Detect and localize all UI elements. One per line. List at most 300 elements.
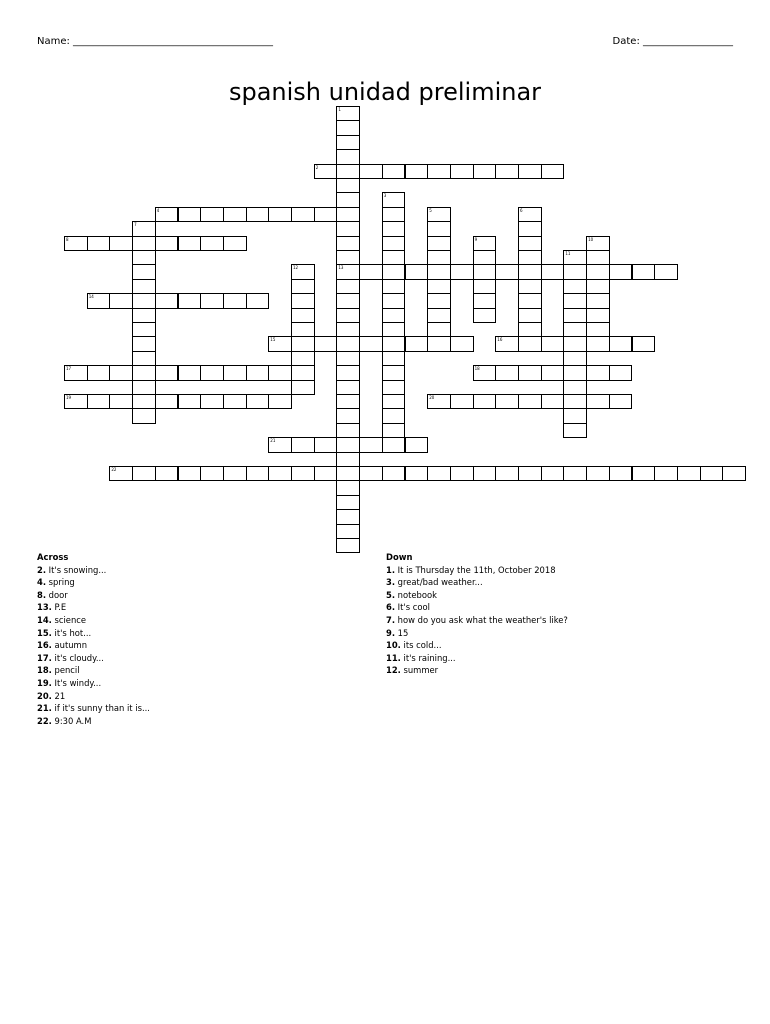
- date-field[interactable]: Date: __________________: [612, 36, 733, 47]
- grid-cell[interactable]: [291, 322, 315, 337]
- grid-cell[interactable]: [64, 394, 88, 409]
- grid-cell[interactable]: [586, 466, 610, 481]
- grid-cell[interactable]: [291, 293, 315, 308]
- grid-cell[interactable]: [382, 408, 406, 423]
- grid-cell[interactable]: [382, 293, 406, 308]
- grid-cell[interactable]: [268, 466, 292, 481]
- clue-number-label: 10.: [386, 640, 401, 651]
- grid-cell[interactable]: [609, 264, 633, 279]
- grid-cell[interactable]: [246, 365, 270, 380]
- grid-cell[interactable]: [450, 164, 474, 179]
- grid-cell[interactable]: [336, 192, 360, 207]
- grid-cell[interactable]: [336, 408, 360, 423]
- grid-cell[interactable]: [563, 264, 587, 279]
- grid-cell[interactable]: [382, 236, 406, 251]
- across-clue: [37, 601, 150, 614]
- grid-cell[interactable]: [473, 164, 497, 179]
- grid-cell[interactable]: [336, 437, 360, 452]
- grid-cell[interactable]: [155, 365, 179, 380]
- grid-cell[interactable]: [223, 236, 247, 251]
- grid-cell[interactable]: [200, 466, 224, 481]
- grid-cell[interactable]: [336, 106, 360, 121]
- grid-cell[interactable]: [291, 264, 315, 279]
- clue-number: 19: [66, 395, 72, 400]
- grid-cell[interactable]: [495, 365, 519, 380]
- grid-cell[interactable]: [132, 380, 156, 395]
- down-clue: [386, 601, 568, 614]
- clue-number-label: 1.: [386, 564, 396, 575]
- grid-cell[interactable]: [495, 466, 519, 481]
- grid-cell[interactable]: [563, 351, 587, 366]
- grid-cell[interactable]: [609, 466, 633, 481]
- grid-cell[interactable]: [405, 437, 429, 452]
- grid-cell[interactable]: [473, 394, 497, 409]
- clue-number-label: 19.: [37, 677, 52, 688]
- clue-text: science: [51, 614, 87, 625]
- grid-cell[interactable]: [336, 308, 360, 323]
- grid-cell[interactable]: [268, 394, 292, 409]
- grid-cell[interactable]: [473, 308, 497, 323]
- grid-cell[interactable]: [109, 236, 133, 251]
- grid-cell[interactable]: [427, 336, 451, 351]
- grid-cell[interactable]: [291, 336, 315, 351]
- clue-number-label: 16.: [37, 640, 52, 651]
- grid-cell[interactable]: [541, 365, 565, 380]
- grid-cell[interactable]: [336, 322, 360, 337]
- clue-number: 21: [270, 438, 276, 444]
- grid-cell[interactable]: [405, 164, 429, 179]
- grid-cell[interactable]: [132, 308, 156, 323]
- grid-cell[interactable]: [427, 322, 451, 337]
- grid-cell[interactable]: [541, 394, 565, 409]
- grid-cell[interactable]: [336, 264, 360, 279]
- grid-cell[interactable]: [518, 336, 542, 351]
- grid-cell[interactable]: [427, 308, 451, 323]
- across-clue: [37, 639, 150, 652]
- clue-number-label: 2.: [37, 564, 47, 575]
- clue-text: summer: [400, 665, 439, 676]
- grid-cell[interactable]: [178, 207, 202, 222]
- grid-cell[interactable]: [246, 394, 270, 409]
- across-clue-list: [37, 564, 150, 728]
- grid-cell[interactable]: [586, 336, 610, 351]
- grid-cell[interactable]: [382, 351, 406, 366]
- grid-cell[interactable]: [518, 322, 542, 337]
- grid-cell[interactable]: [336, 135, 360, 150]
- grid-cell[interactable]: [586, 236, 610, 251]
- grid-cell[interactable]: [336, 509, 360, 524]
- grid-cell[interactable]: [64, 365, 88, 380]
- grid-cell[interactable]: [268, 207, 292, 222]
- across-clue: [37, 715, 150, 728]
- grid-cell[interactable]: [132, 250, 156, 265]
- grid-cell[interactable]: [473, 293, 497, 308]
- grid-cell[interactable]: [473, 279, 497, 294]
- across-clue: [37, 564, 150, 577]
- clue-number: 17: [66, 366, 72, 372]
- grid-cell[interactable]: [132, 365, 156, 380]
- grid-cell[interactable]: [563, 336, 587, 351]
- grid-cell[interactable]: [632, 336, 656, 351]
- grid-cell[interactable]: [336, 250, 360, 265]
- grid-cell[interactable]: [200, 394, 224, 409]
- clue-text: autumn: [51, 640, 88, 651]
- grid-cell[interactable]: [382, 365, 406, 380]
- across-clue: [37, 614, 150, 627]
- grid-cell[interactable]: [200, 365, 224, 380]
- grid-cell[interactable]: [473, 264, 497, 279]
- grid-cell[interactable]: [336, 221, 360, 236]
- grid-cell[interactable]: [518, 164, 542, 179]
- grid-cell[interactable]: [314, 437, 338, 452]
- grid-cell[interactable]: [336, 423, 360, 438]
- grid-cell[interactable]: [382, 380, 406, 395]
- grid-cell[interactable]: [268, 437, 292, 452]
- grid-cell[interactable]: [495, 164, 519, 179]
- grid-cell[interactable]: [109, 293, 133, 308]
- grid-cell[interactable]: [336, 466, 360, 481]
- grid-cell[interactable]: [336, 495, 360, 510]
- grid-cell[interactable]: [563, 394, 587, 409]
- grid-cell[interactable]: [291, 207, 315, 222]
- grid-cell[interactable]: [382, 207, 406, 222]
- grid-cell[interactable]: [382, 264, 406, 279]
- clue-number-label: 9.: [386, 627, 396, 638]
- grid-cell[interactable]: [359, 466, 383, 481]
- grid-cell[interactable]: [291, 437, 315, 452]
- clue-number: 13: [338, 265, 344, 271]
- grid-cell[interactable]: [586, 322, 610, 337]
- grid-cell[interactable]: [427, 264, 451, 279]
- clue-number-label: 12.: [386, 665, 401, 676]
- grid-cell[interactable]: [336, 365, 360, 380]
- grid-cell[interactable]: [586, 308, 610, 323]
- grid-cell[interactable]: [427, 164, 451, 179]
- grid-cell[interactable]: [541, 336, 565, 351]
- grid-cell[interactable]: [382, 192, 406, 207]
- grid-cell[interactable]: [563, 408, 587, 423]
- grid-cell[interactable]: [405, 264, 429, 279]
- grid-cell[interactable]: [314, 336, 338, 351]
- clue-number-label: 8.: [37, 589, 47, 600]
- grid-cell[interactable]: [518, 365, 542, 380]
- grid-cell[interactable]: [541, 164, 565, 179]
- grid-cell[interactable]: [336, 164, 360, 179]
- grid-cell[interactable]: [609, 365, 633, 380]
- clue-number-label: 11.: [386, 652, 401, 663]
- grid-cell[interactable]: [427, 221, 451, 236]
- grid-cell[interactable]: [291, 365, 315, 380]
- grid-cell[interactable]: [518, 221, 542, 236]
- grid-cell[interactable]: [336, 236, 360, 251]
- grid-cell[interactable]: [336, 380, 360, 395]
- name-field[interactable]: Name: ________________________________________: [37, 36, 274, 47]
- grid-cell[interactable]: [178, 293, 202, 308]
- grid-cell[interactable]: [563, 365, 587, 380]
- grid-cell[interactable]: [427, 293, 451, 308]
- grid-cell[interactable]: [336, 120, 360, 135]
- clue-text: P.E: [51, 602, 67, 613]
- clue-number: 14: [88, 294, 94, 300]
- grid-cell[interactable]: [563, 423, 587, 438]
- clue-number-label: 17.: [37, 652, 52, 663]
- grid-cell[interactable]: [609, 394, 633, 409]
- grid-cell[interactable]: [518, 466, 542, 481]
- clue-text: It is Thursday the 11th, October 2018: [395, 564, 556, 575]
- clue-number-label: 18.: [37, 665, 52, 676]
- down-clue: [386, 664, 568, 677]
- grid-cell[interactable]: [427, 394, 451, 409]
- grid-cell[interactable]: [336, 149, 360, 164]
- grid-cell[interactable]: [518, 264, 542, 279]
- grid-cell[interactable]: [268, 365, 292, 380]
- clue-text: It's windy...: [51, 677, 102, 688]
- grid-cell[interactable]: [632, 264, 656, 279]
- grid-cell[interactable]: [405, 336, 429, 351]
- grid-cell[interactable]: [563, 250, 587, 265]
- clue-number: 3: [383, 193, 387, 199]
- grid-cell[interactable]: [382, 423, 406, 438]
- clue-number: 6: [520, 207, 523, 213]
- grid-cell[interactable]: [382, 221, 406, 236]
- grid-cell[interactable]: [178, 236, 202, 251]
- grid-cell[interactable]: [518, 250, 542, 265]
- grid-cell[interactable]: [586, 250, 610, 265]
- grid-cell[interactable]: [518, 236, 542, 251]
- grid-cell[interactable]: [336, 351, 360, 366]
- clue-number: 10: [588, 236, 594, 242]
- grid-cell[interactable]: [291, 279, 315, 294]
- grid-cell[interactable]: [586, 264, 610, 279]
- grid-cell[interactable]: [427, 279, 451, 294]
- grid-cell[interactable]: [132, 351, 156, 366]
- grid-cell[interactable]: [336, 336, 360, 351]
- grid-cell[interactable]: [200, 236, 224, 251]
- clue-number: 2: [315, 164, 319, 170]
- clue-text: 15: [395, 627, 409, 638]
- grid-cell[interactable]: [609, 336, 633, 351]
- grid-cell[interactable]: [450, 394, 474, 409]
- grid-cell[interactable]: [132, 322, 156, 337]
- clue-number-label: 15.: [37, 627, 52, 638]
- grid-cell[interactable]: [246, 207, 270, 222]
- grid-cell[interactable]: [427, 250, 451, 265]
- down-clues: [386, 551, 568, 677]
- grid-cell[interactable]: [336, 293, 360, 308]
- grid-cell[interactable]: [336, 207, 360, 222]
- grid-cell[interactable]: [405, 466, 429, 481]
- grid-cell[interactable]: [291, 308, 315, 323]
- grid-cell[interactable]: [87, 236, 111, 251]
- grid-cell[interactable]: [109, 394, 133, 409]
- grid-cell[interactable]: [109, 365, 133, 380]
- grid-cell[interactable]: [223, 466, 247, 481]
- grid-cell[interactable]: [336, 394, 360, 409]
- grid-cell[interactable]: [200, 207, 224, 222]
- grid-cell[interactable]: [473, 365, 497, 380]
- grid-cell[interactable]: [632, 466, 656, 481]
- across-heading: Across: [37, 552, 69, 562]
- grid-cell[interactable]: [382, 466, 406, 481]
- clue-text: if it's sunny than it is...: [51, 703, 150, 714]
- grid-cell[interactable]: [427, 236, 451, 251]
- grid-cell[interactable]: [563, 279, 587, 294]
- grid-cell[interactable]: [427, 466, 451, 481]
- grid-cell[interactable]: [563, 466, 587, 481]
- clue-number: 7: [134, 222, 137, 228]
- grid-cell[interactable]: [586, 394, 610, 409]
- grid-cell[interactable]: [654, 264, 678, 279]
- grid-cell[interactable]: [223, 394, 247, 409]
- grid-cell[interactable]: [155, 207, 179, 222]
- clue-number: 11: [565, 251, 571, 256]
- clue-number: 22: [111, 467, 117, 472]
- grid-cell[interactable]: [518, 279, 542, 294]
- grid-cell[interactable]: [563, 308, 587, 323]
- grid-cell[interactable]: [563, 380, 587, 395]
- grid-cell[interactable]: [450, 336, 474, 351]
- grid-cell[interactable]: [132, 264, 156, 279]
- grid-cell[interactable]: [382, 250, 406, 265]
- clue-number: 15: [270, 337, 276, 343]
- grid-cell[interactable]: [314, 207, 338, 222]
- clue-text: 9:30 A.M: [51, 715, 92, 726]
- grid-cell[interactable]: [359, 437, 383, 452]
- grid-cell[interactable]: [223, 293, 247, 308]
- grid-cell[interactable]: [473, 466, 497, 481]
- grid-cell[interactable]: [700, 466, 724, 481]
- grid-cell[interactable]: [382, 322, 406, 337]
- grid-cell[interactable]: [155, 293, 179, 308]
- clue-text: pencil: [51, 665, 80, 676]
- grid-cell[interactable]: [336, 178, 360, 193]
- grid-cell[interactable]: [132, 279, 156, 294]
- grid-cell[interactable]: [382, 336, 406, 351]
- grid-cell[interactable]: [382, 308, 406, 323]
- down-clue: [386, 627, 568, 640]
- grid-cell[interactable]: [722, 466, 746, 481]
- grid-cell[interactable]: [132, 336, 156, 351]
- clue-text: it's raining...: [400, 652, 456, 663]
- grid-cell[interactable]: [677, 466, 701, 481]
- grid-cell[interactable]: [382, 437, 406, 452]
- grid-cell[interactable]: [359, 164, 383, 179]
- clue-text: its cold...: [400, 640, 442, 651]
- grid-cell[interactable]: [427, 207, 451, 222]
- grid-cell[interactable]: [336, 452, 360, 467]
- grid-cell[interactable]: [132, 236, 156, 251]
- down-clue: [386, 652, 568, 665]
- clue-number: 20: [429, 395, 435, 400]
- grid-cell[interactable]: [563, 293, 587, 308]
- clue-number: 18: [474, 366, 480, 372]
- grid-cell[interactable]: [291, 466, 315, 481]
- grid-cell[interactable]: [518, 308, 542, 323]
- grid-cell[interactable]: [495, 394, 519, 409]
- grid-cell[interactable]: [541, 264, 565, 279]
- grid-cell[interactable]: [178, 365, 202, 380]
- grid-cell[interactable]: [155, 236, 179, 251]
- clue-number: 12: [293, 265, 299, 271]
- grid-cell[interactable]: [132, 221, 156, 236]
- grid-cell[interactable]: [450, 264, 474, 279]
- grid-cell[interactable]: [336, 538, 360, 553]
- clue-number-label: 22.: [37, 715, 52, 726]
- clue-text: it's cloudy...: [51, 652, 104, 663]
- grid-cell[interactable]: [382, 394, 406, 409]
- grid-cell[interactable]: [64, 236, 88, 251]
- grid-cell[interactable]: [109, 466, 133, 481]
- grid-cell[interactable]: [495, 264, 519, 279]
- clue-text: It's cool: [395, 602, 430, 613]
- grid-cell[interactable]: [382, 164, 406, 179]
- grid-cell[interactable]: [200, 293, 224, 308]
- clue-text: It's snowing...: [46, 564, 107, 575]
- grid-cell[interactable]: [563, 322, 587, 337]
- grid-cell[interactable]: [495, 336, 519, 351]
- grid-cell[interactable]: [132, 408, 156, 423]
- grid-cell[interactable]: [518, 293, 542, 308]
- grid-cell[interactable]: [314, 164, 338, 179]
- grid-cell[interactable]: [246, 466, 270, 481]
- across-clue: [37, 677, 150, 690]
- grid-cell[interactable]: [518, 394, 542, 409]
- clue-number-label: 21.: [37, 703, 52, 714]
- clue-number: 5: [429, 207, 432, 213]
- across-clue: [37, 652, 150, 665]
- grid-cell[interactable]: [541, 466, 565, 481]
- grid-cell[interactable]: [87, 293, 111, 308]
- grid-cell[interactable]: [132, 293, 156, 308]
- grid-cell[interactable]: [178, 394, 202, 409]
- grid-cell[interactable]: [178, 466, 202, 481]
- grid-cell[interactable]: [223, 365, 247, 380]
- clue-number-label: 3.: [386, 577, 396, 588]
- grid-cell[interactable]: [336, 524, 360, 539]
- grid-cell[interactable]: [473, 236, 497, 251]
- page-title: spanish unidad preliminar: [228, 78, 542, 107]
- grid-cell[interactable]: [654, 466, 678, 481]
- grid-cell[interactable]: [132, 466, 156, 481]
- grid-cell[interactable]: [586, 293, 610, 308]
- grid-cell[interactable]: [246, 293, 270, 308]
- grid-cell[interactable]: [223, 207, 247, 222]
- grid-cell[interactable]: [314, 466, 338, 481]
- grid-cell[interactable]: [291, 380, 315, 395]
- grid-cell[interactable]: [450, 466, 474, 481]
- grid-cell[interactable]: [336, 279, 360, 294]
- grid-cell[interactable]: [586, 365, 610, 380]
- grid-cell[interactable]: [87, 365, 111, 380]
- clue-text: great/bad weather...: [395, 577, 483, 588]
- grid-cell[interactable]: [518, 207, 542, 222]
- clue-number: 4: [156, 207, 160, 213]
- grid-cell[interactable]: [359, 264, 383, 279]
- grid-cell[interactable]: [155, 394, 179, 409]
- grid-cell[interactable]: [291, 351, 315, 366]
- grid-cell[interactable]: [473, 250, 497, 265]
- grid-cell[interactable]: [87, 394, 111, 409]
- grid-cell[interactable]: [336, 480, 360, 495]
- clue-text: 21: [51, 690, 66, 701]
- grid-cell[interactable]: [132, 394, 156, 409]
- grid-cell[interactable]: [586, 279, 610, 294]
- grid-cell[interactable]: [155, 466, 179, 481]
- clue-number-label: 13.: [37, 602, 52, 613]
- grid-cell[interactable]: [382, 279, 406, 294]
- grid-cell[interactable]: [359, 336, 383, 351]
- grid-cell[interactable]: [268, 336, 292, 351]
